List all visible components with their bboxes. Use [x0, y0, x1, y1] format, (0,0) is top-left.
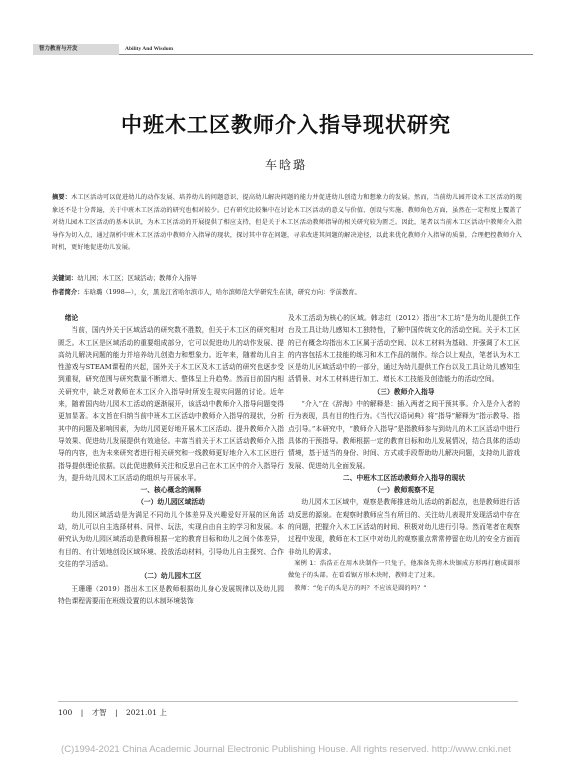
abstract: [52, 192, 522, 255]
header-rule: [119, 54, 533, 55]
column-english-label: Ability And Wisdom: [125, 46, 174, 52]
paragraph: “介入”在《辞海》中的解释是：插入两者之间干预其事。介入是介入者的行为表现，具有目的性行为。《当代汉语词典》将“指导”解释为“指示教导、指点引导。”本研究中，“教师介入指导”是指教师参与到幼儿的木工区活动中进行具体的干预指导。教师根据一定的教育目标和幼儿发展情况，结合具体的活动情境，基于适当的身份、时间、方式或手段帮助幼儿解决问题，支持幼儿游戏发展、促进幼儿全面发展。: [288, 400, 520, 470]
copyright-watermark: (C)1994-2021 China Academic Journal Electronic Publishing House. All rights reserved. http://www.cnki.net: [61, 744, 511, 755]
section-heading: （一）教师观察不足: [373, 486, 435, 495]
column-label: 智力教育与开发: [33, 44, 119, 55]
journal-name: 才智: [91, 708, 107, 717]
body-column-right: [288, 312, 520, 595]
abstract-label: 摘要：: [52, 194, 72, 201]
paragraph: 及木工活动为核心的区域。韩志红（2012）指出“木工坊”是为幼儿提供工作台及工具让幼儿感知木工独特性，了解中国传统文化的活动空间。关于木工区的已有概念均指出木工区属于活动空间、以木工材料为基础、并强调了木工区的内容包括木工技能的练习和木工作品的制作。综合以上观点，笔者认为木工区是幼儿区域活动中的一部分，通过为幼儿提供工作台以及工具让幼儿感知生活情景、对木工材料进行加工、增长木工技能及创造能力的活动空间。: [288, 314, 520, 384]
keywords: [52, 274, 522, 284]
section-heading: 一、核心概念的阐释: [140, 486, 202, 495]
article-author: 车晗璐: [264, 158, 307, 172]
page-footer: 100 | 才智 | 2021.01 上: [58, 708, 167, 717]
paragraph: 幼儿园区域活动是为满足不同幼儿个体差异及兴趣爱好开展的区角活动，幼儿可以自主选择材料、同伴、玩法，实现自由自主的学习和发展。本研究认为幼儿园区域活动是教师根据一定的教育目标和幼儿之间个体差异，有目的、有计划地创设区域环境、投放活动材料，引导幼儿自主探究、合作交往的学习活动。: [58, 510, 284, 568]
running-header: [33, 44, 533, 55]
paragraph: 幼儿园木工区域中，观察是教师推进幼儿活动的新起点，也是教师进行活动反思的源泉。在观察时教师应当有所目的、关注幼儿表现并发现活动中存在的问题，把握介入木工区活动的时间、积极对幼儿进行引导。然而笔者在观察过程中发现，教师在木工区中对幼儿的观察重点常常停留在幼儿的安全方面而非幼儿的需求。: [288, 498, 520, 556]
article-title: 中班木工区教师介入指导现状研究: [121, 112, 451, 137]
footer-rule: [58, 701, 518, 702]
case-text: 教师：“兔子的头是方的吗？不应该是圆的吗？”: [294, 584, 427, 592]
author-info-label: 作者简介：: [52, 289, 84, 296]
page-number: 100: [58, 708, 73, 717]
keywords-text: 幼儿园；木工区；区域活动；教师介入指导: [77, 275, 197, 282]
author-info: [52, 288, 522, 298]
author-info-text: 车晗璐（1998—），女，黑龙江省哈尔滨市人，哈尔滨师范大学研究生在读，研究方向：学前教育。: [83, 289, 361, 296]
case-text: 案例 1：浩浩正在用木块制作一只兔子，他准备先将木块锯成方形再打磨成圆形做兔子的头部。在看看锯方形木块时，教师走了过来。: [288, 559, 520, 580]
section-heading: 二、中班木工区活动教师介入指导的现状: [342, 473, 466, 482]
section-heading: （二）幼儿园木工区: [140, 572, 202, 581]
section-heading: （三）教师介入指导: [373, 387, 435, 396]
body-column-left: [58, 312, 284, 607]
keywords-label: 关键词：: [52, 275, 78, 282]
section-heading: （一）幼儿园区域活动: [137, 498, 205, 507]
abstract-text: 木工区活动可以促进幼儿的动作发展、培养幼儿的问题意识、提高幼儿解决问题的能力并促进幼儿创造力和想象力的发展。然而，当前幼儿园开设木工区活动的现象还不是十分普遍，关于中班木工区活动的研究也相对较少。已有研究比较集中在讨论木工区活动的意义与价值、创设与实施、教师角色方面，虽然在一定程度上覆盖了对幼儿园木工区活动的基本认识，为木工区活动的开展提供了相应支持，但是关于木工区活动教师指导的相关研究较为匮乏。因此，笔者以当前木工区活动中教师介入指导作为切入点，通过剖析中班木工区活动中教师介入指导的现状，探讨其中存在问题，寻求改进其问题的解决途径，以此来优化教师介入指导的质量，合理把控教师介入时机，更好地促进幼儿发展。: [52, 194, 522, 252]
journal-issue: 2021.01 上: [125, 708, 167, 717]
paragraph: 当前，国内外关于区域活动的研究数不胜数，但关于木工区的研究相对匮乏。木工区是区域活动的重要组成部分，它可以促进幼儿的动作发展、提高幼儿解决问题的能力并培养幼儿创造力和想象力。近年来，随着幼儿自主性游戏与STEAM课程的兴起，国外关于木工区及木工活动的研究也逐步受到重视，研究范围与研究数量不断增大、整体呈上升趋势。然而目前国内相关研究中，缺乏对教师在木工区介入指导时所发生现实问题的讨论。近年来，随着国内幼儿园木工活动的逐渐展开，该活动中教师介入指导问题变得更加显著。本文旨在归纳当前中班木工区活动中教师介入指导的现状，分析其中的问题及影响因素，为幼儿园更好地开展木工区活动、提升教师介入指导效果、促进幼儿发展提供有效途径。丰富当前关于木工区活动教师介入指导的内容，也为未来研究者进行相关研究和一线教师更好地介入木工区进行指导提供理论依据。以此促进教师关注和反思自己在木工区中的介入指导行为，提升幼儿园木工区活动的组织与开展水平。: [58, 326, 284, 482]
paragraph: 王珊珊（2019）指出木工区是教师根据幼儿身心发展规律以及幼儿园特色课程需要而在班级设置的以木制环境装饰: [58, 584, 284, 605]
section-heading: 绪论: [64, 314, 79, 322]
